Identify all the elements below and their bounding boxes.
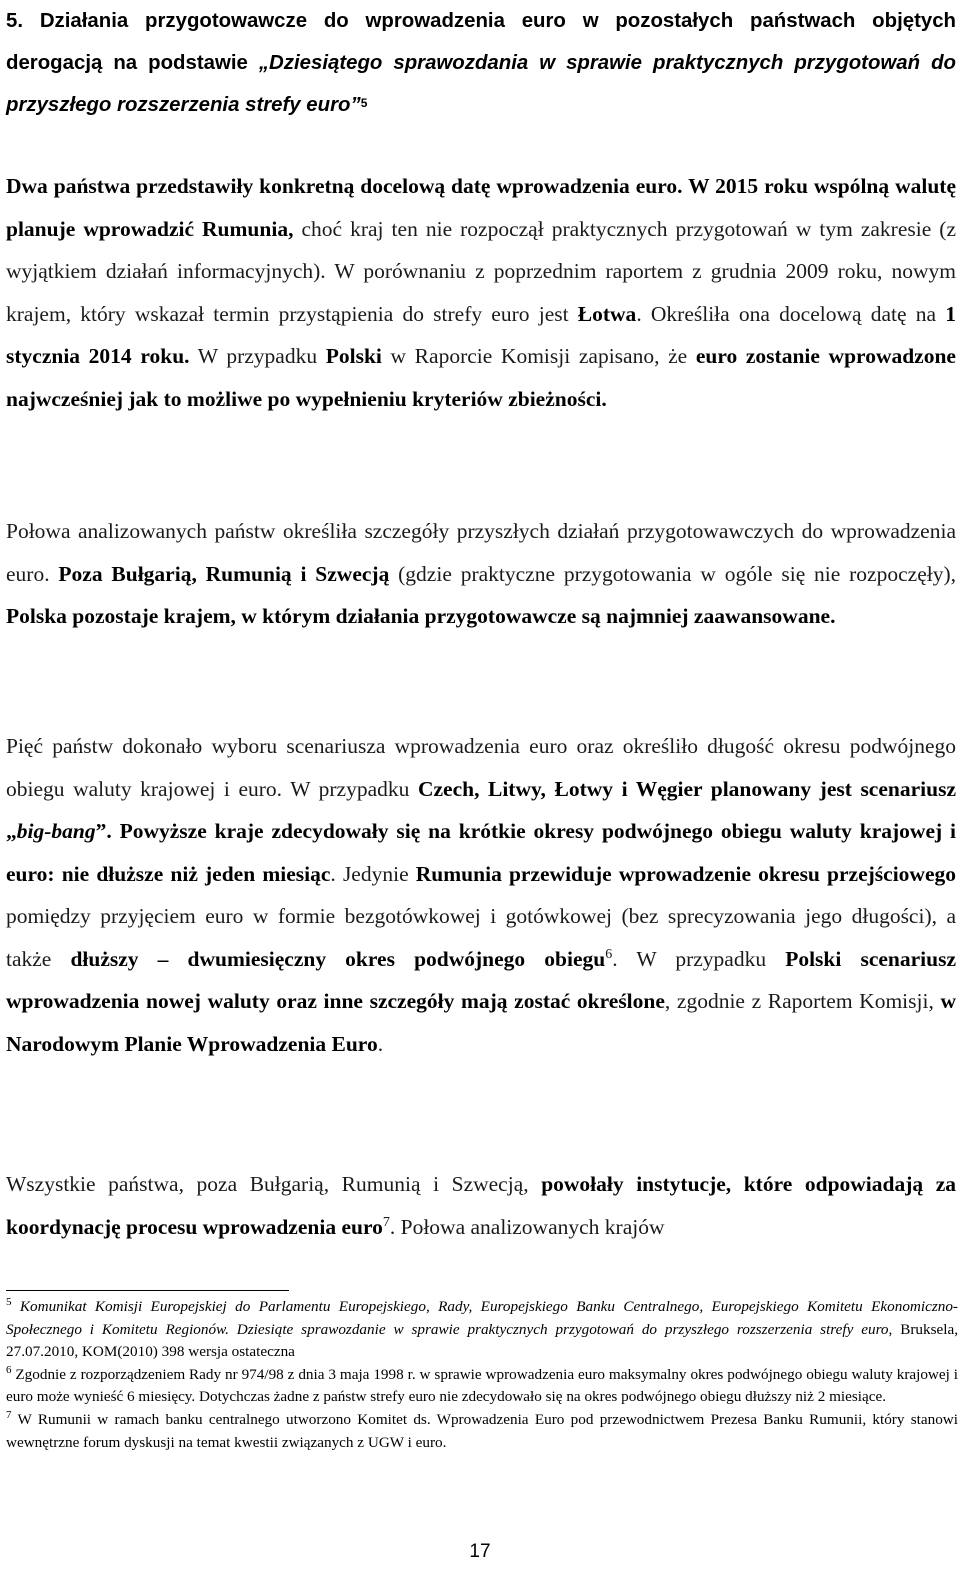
- p3-period: .: [377, 1031, 384, 1056]
- page-number: 17: [469, 1541, 491, 1562]
- section-title-report-name: Dziesiątego sprawozdania w sprawie praktycznych przygotowań do przyszłego rozszerzenia strefy euro: [6, 52, 956, 116]
- footnote-6-number: 6: [6, 1363, 12, 1376]
- p3-bold-short-period: . Powyższe kraje zdecydowały się na krótkie okresy podwójnego obiegu waluty krajowej i euro: nie dłuższe niż jeden miesiąc: [6, 819, 956, 886]
- footnote-5-reference: , Bruksela, 27.07.2010, KOM(2010) 398 wersja ostateczna: [6, 1320, 958, 1361]
- p3-text: Pięć państw dokonało wyboru scenariusza wprowadzenia euro oraz określiło długość okresu podwójnego obiegu waluty krajowej i euro. W przypadku: [6, 734, 956, 801]
- p4-text-2: . Połowa analizowanych krajów: [389, 1214, 665, 1239]
- p3-big-bang: big-bang: [16, 819, 96, 843]
- section-title: Działania przygotowawcze do wprowadzenia euro w pozostałych państwach objętych derogacją na podstawie: [6, 10, 957, 74]
- footnote-ref-7[interactable]: 7: [382, 1214, 390, 1230]
- p1-text-3: W przypadku: [189, 344, 326, 368]
- footnote-7-number: 7: [6, 1408, 12, 1421]
- p3-bold-longer: dłuższy – dwumiesięczny okres podwójnego obiegu: [70, 946, 606, 971]
- p2-text: Połowa analizowanych państw określiła szczegóły przyszłych działań przygotowawczych do wprowadzenia euro.: [6, 519, 956, 586]
- footnote-separator: [6, 1290, 289, 1291]
- p1-poland: Polski: [325, 344, 382, 368]
- p3-text-2: . Jedynie: [330, 861, 416, 886]
- paragraph-scenarios: [6, 725, 956, 1065]
- footnote-6-text: Zgodnie z rozporządzeniem Rady nr 974/98 z dnia 3 maja 1998 r. w sprawie wprowadzenia euro maksymalny okres podwójnego obiegu waluty krajowej i euro może wynieść 6 miesięcy. Dotychczas żadne z państw strefy euro nie zdecydowało się na okres podwójnego obiegu dłuższy niż 2 miesiące.: [6, 1365, 958, 1406]
- footnote-5: [6, 1296, 958, 1364]
- footnote-5-title: Komunikat Komisji Europejskiej do Parlamentu Europejskiego, Rady, Europejskiego Banku Centralnego, Europejskiego Komitetu Ekonomiczno-Społecznego i Komitetu Regionów. Dziesiąte sprawozdanie w sprawie praktycznych przygotowań do przyszłego rozszerzenia strefy euro: [6, 1298, 958, 1338]
- section-title-quote-close: ”: [350, 94, 361, 116]
- footnote-ref-5[interactable]: 5: [360, 96, 368, 110]
- p3-bold-poland: Polski scenariusz wprowadzenia nowej waluty oraz inne szczegóły mają zostać określone: [6, 946, 957, 1013]
- section-heading: [6, 0, 956, 128]
- p3-bold-plan: w Narodowym Planie Wprowadzenia Euro: [6, 989, 956, 1056]
- paragraph-target-dates: [6, 165, 956, 420]
- footnote-7: [6, 1409, 958, 1454]
- p4-bold-institutions: powołały instytucje, które odpowiadają za koordynację procesu wprowadzenia euro: [6, 1172, 957, 1239]
- p1-latvia: Łotwa: [577, 301, 637, 326]
- section-title-quote-open: „: [258, 52, 270, 74]
- footnote-ref-6[interactable]: 6: [605, 946, 613, 962]
- footnotes: [6, 1296, 958, 1454]
- footnote-7-text: W Rumunii w ramach banku centralnego utworzono Komitet ds. Wprowadzenia Euro pod przewodnictwem Prezesa Banku Rumunii, który stanowi wewnętrzne forum dyskusji na temat kwestii związanych z UGW i euro.: [6, 1410, 958, 1451]
- p2-countries: Poza Bułgarią, Rumunią i Szwecją: [58, 561, 390, 586]
- document-page: [6, 0, 958, 1569]
- p2-bold-conclusion: Polska pozostaje krajem, w którym działania przygotowawcze są najmniej zaawansowane.: [6, 604, 836, 628]
- p4-text: Wszystkie państwa, poza Bułgarią, Rumunią i Szwecją,: [6, 1172, 542, 1196]
- p1-text: choć kraj ten nie rozpoczął praktycznych przygotowań w tym zakresie (z wyjątkiem działań informacyjnych). W porównaniu z poprzednim raportem z grudnia 2009 roku, nowym krajem, który wskazał termin przystąpienia do strefy euro jest: [6, 216, 957, 326]
- paragraph-institutions: [6, 1163, 956, 1248]
- p3-quote-close: ”: [95, 819, 107, 843]
- p3-countries: Czech, Litwy, Łotwy i Węgier planowany jest scenariusz: [417, 776, 956, 801]
- paragraph-preparations: [6, 510, 956, 638]
- p2-text-2: (gdzie praktyczne przygotowania w ogóle się nie rozpoczęły),: [389, 561, 956, 586]
- p3-text-3: pomiędzy przyjęciem euro w formie bezgotówkowej i gotówkowej (bez sprecyzowania jego długości), a także: [6, 904, 956, 971]
- p1-bold-conclusion: euro zostanie wprowadzone najwcześniej jak to możliwe po wypełnieniu kryteriów zbieżności.: [6, 344, 956, 411]
- section-number: 5.: [6, 10, 24, 32]
- footnote-6: [6, 1364, 958, 1409]
- p1-text-2: . Określiła ona docelową datę na: [636, 301, 946, 326]
- p3-romania: Rumunia przewiduje wprowadzenie okresu przejściowego: [415, 861, 956, 886]
- footnote-5-number: 5: [6, 1295, 12, 1308]
- p1-bold-lead: Dwa państwa przedstawiły konkretną docelową datę wprowadzenia euro. W 2015 roku wspólną walutę planuje wprowadzić Rumunia,: [6, 174, 956, 241]
- p1-date: 1 stycznia 2014 roku.: [6, 301, 956, 368]
- p3-text-5: , zgodnie z Raportem Komisji,: [664, 989, 941, 1013]
- p3-text-4: . W przypadku: [612, 946, 786, 971]
- p1-text-4: w Raporcie Komisji zapisano, że: [381, 344, 696, 368]
- p3-quote-open: „: [6, 819, 17, 843]
